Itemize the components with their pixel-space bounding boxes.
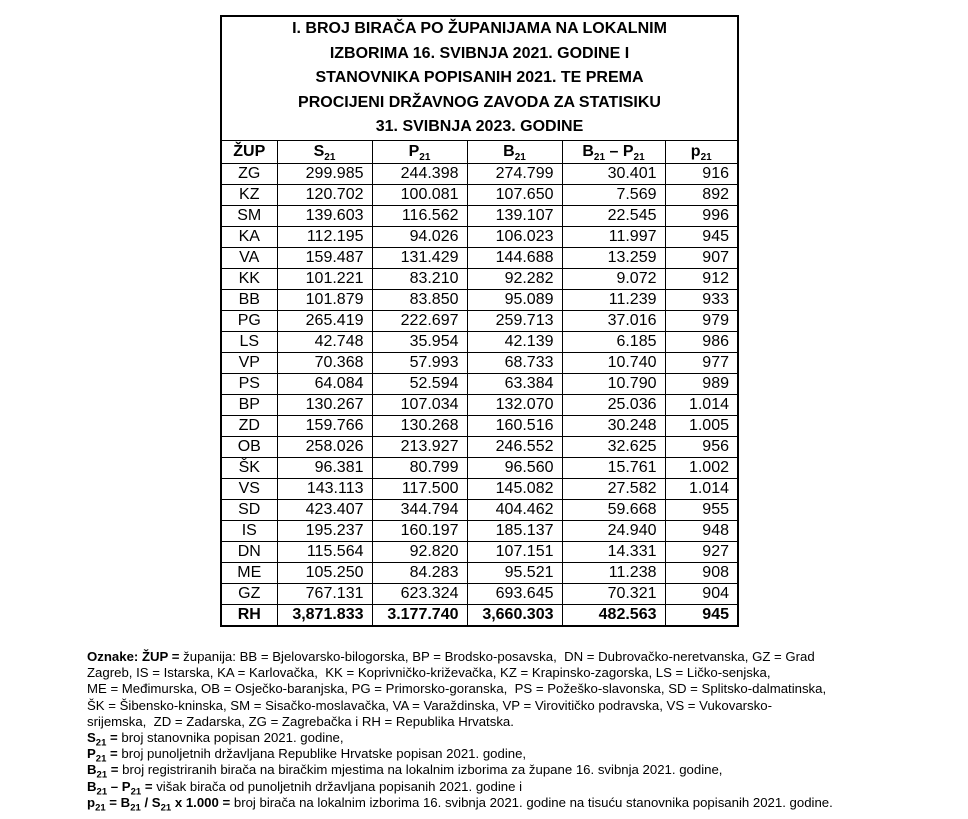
- value-cell: 32.625: [562, 437, 665, 458]
- county-code-cell: VS: [221, 479, 277, 500]
- title-row: [221, 16, 738, 141]
- county-code-cell: KZ: [221, 185, 277, 206]
- value-cell: 185.137: [467, 521, 562, 542]
- value-cell: 35.954: [372, 332, 467, 353]
- value-cell: 70.368: [277, 353, 372, 374]
- subscript-text: 21: [324, 152, 336, 164]
- value-cell: 916: [665, 164, 738, 185]
- county-code-cell: KK: [221, 269, 277, 290]
- value-cell: 986: [665, 332, 738, 353]
- value-cell: 10.790: [562, 374, 665, 395]
- footnote-line: [87, 649, 887, 665]
- value-cell: 693.645: [467, 584, 562, 605]
- value-cell: 482.563: [562, 605, 665, 627]
- value-cell: 57.993: [372, 353, 467, 374]
- value-cell: 892: [665, 185, 738, 206]
- value-cell: 95.521: [467, 563, 562, 584]
- table-row: [221, 164, 738, 185]
- value-cell: 908: [665, 563, 738, 584]
- table-row: [221, 542, 738, 563]
- value-cell: 15.761: [562, 458, 665, 479]
- table-row: [221, 563, 738, 584]
- value-cell: 117.500: [372, 479, 467, 500]
- value-cell: 945: [665, 227, 738, 248]
- value-cell: 13.259: [562, 248, 665, 269]
- value-cell: 767.131: [277, 584, 372, 605]
- county-code-cell: PS: [221, 374, 277, 395]
- table-row: [221, 521, 738, 542]
- value-cell: 912: [665, 269, 738, 290]
- value-cell: 52.594: [372, 374, 467, 395]
- value-cell: 139.107: [467, 206, 562, 227]
- value-cell: 244.398: [372, 164, 467, 185]
- county-code-cell: PG: [221, 311, 277, 332]
- value-cell: 956: [665, 437, 738, 458]
- text-segment: B: [87, 762, 97, 778]
- county-code-cell: OB: [221, 437, 277, 458]
- county-code-cell: KA: [221, 227, 277, 248]
- value-cell: 10.740: [562, 353, 665, 374]
- value-cell: 274.799: [467, 164, 562, 185]
- text-segment: višak birača od punoljetnih državljana popisanih 2021. godine i: [156, 778, 523, 794]
- value-cell: 6.185: [562, 332, 665, 353]
- value-cell: 107.650: [467, 185, 562, 206]
- value-cell: 101.879: [277, 290, 372, 311]
- text-segment: broj birača na lokalnim izborima 16. svibnja 2021. godine na tisuću stanovnika popisanih 2021. godine.: [233, 794, 833, 810]
- value-cell: 3.177.740: [372, 605, 467, 627]
- value-cell: 59.668: [562, 500, 665, 521]
- value-cell: 130.267: [277, 395, 372, 416]
- value-cell: 42.139: [467, 332, 562, 353]
- value-cell: 105.250: [277, 563, 372, 584]
- text-segment: p: [690, 143, 701, 160]
- column-header: [277, 141, 372, 164]
- footnote-line: [87, 681, 887, 697]
- text-segment: Zagreb, IS = Istarska, KA = Karlovačka, KK = Koprivničko-križevačka, KZ = Krapinsko-zagorska, LS = Ličko-senjska,: [87, 665, 771, 681]
- footnote-line: [87, 665, 887, 681]
- table-row: [221, 416, 738, 437]
- text-segment: =: [107, 762, 123, 778]
- county-code-cell: VA: [221, 248, 277, 269]
- table-row: [221, 584, 738, 605]
- value-cell: 7.569: [562, 185, 665, 206]
- value-cell: 996: [665, 206, 738, 227]
- value-cell: 101.221: [277, 269, 372, 290]
- county-code-cell: GZ: [221, 584, 277, 605]
- value-cell: 95.089: [467, 290, 562, 311]
- value-cell: 116.562: [372, 206, 467, 227]
- title-line: PROCIJENI DRŽAVNOG ZAVODA ZA STATISIKU: [298, 93, 661, 111]
- text-segment: S: [87, 730, 96, 746]
- value-cell: 130.268: [372, 416, 467, 437]
- subscript-text: 21: [700, 152, 712, 164]
- county-code-cell: RH: [221, 605, 277, 627]
- text-segment: = B: [105, 794, 131, 810]
- table-row: [221, 269, 738, 290]
- column-header: [372, 141, 467, 164]
- table-row: [221, 458, 738, 479]
- value-cell: 3,660.303: [467, 605, 562, 627]
- text-segment: srijemska, ZD = Zadarska, ZG = Zagrebačka i RH = Republika Hrvatska.: [87, 713, 514, 729]
- value-cell: 22.545: [562, 206, 665, 227]
- column-header: [665, 141, 738, 164]
- value-cell: 64.084: [277, 374, 372, 395]
- value-cell: 258.026: [277, 437, 372, 458]
- value-cell: 24.940: [562, 521, 665, 542]
- subscript-text: 21: [593, 152, 606, 164]
- county-code-cell: ME: [221, 563, 277, 584]
- value-cell: 63.384: [467, 374, 562, 395]
- text-segment: ME = Međimurska, OB = Osječko-baranjska, PG = Primorsko-goranska, PS = Požeško-slavonska, SD = Splitsko-dalmatinska,: [87, 681, 827, 697]
- value-cell: 25.036: [562, 395, 665, 416]
- value-cell: 83.210: [372, 269, 467, 290]
- value-cell: 94.026: [372, 227, 467, 248]
- table-row: [221, 185, 738, 206]
- value-cell: 159.487: [277, 248, 372, 269]
- subscript-text: 21: [95, 753, 107, 765]
- footnote-line: [87, 730, 887, 749]
- value-cell: 83.850: [372, 290, 467, 311]
- value-cell: 11.238: [562, 563, 665, 584]
- text-segment: broj stanovnika popisan 2021. godine,: [121, 730, 344, 746]
- county-code-cell: SM: [221, 206, 277, 227]
- value-cell: 3,871.833: [277, 605, 372, 627]
- text-segment: x 1.000 =: [171, 794, 234, 810]
- text-segment: P: [622, 143, 634, 160]
- value-cell: 246.552: [467, 437, 562, 458]
- value-cell: 213.927: [372, 437, 467, 458]
- value-cell: 100.081: [372, 185, 467, 206]
- title-line: 31. SVIBNJA 2023. GODINE: [375, 118, 584, 136]
- value-cell: 1.005: [665, 416, 738, 437]
- footnotes-block: [87, 649, 887, 814]
- value-cell: 112.195: [277, 227, 372, 248]
- county-code-cell: ZD: [221, 416, 277, 437]
- value-cell: 299.985: [277, 164, 372, 185]
- footnote-line: [87, 698, 887, 714]
- value-cell: 131.429: [372, 248, 467, 269]
- value-cell: 70.321: [562, 584, 665, 605]
- text-segment: Oznake: ŽUP =: [87, 649, 184, 664]
- footnote-line: [87, 762, 887, 782]
- value-cell: 259.713: [467, 311, 562, 332]
- text-segment: B: [503, 143, 515, 160]
- value-cell: 159.766: [277, 416, 372, 437]
- value-cell: 1.014: [665, 479, 738, 500]
- subscript-text: 21: [96, 786, 108, 798]
- text-segment: ŽUP: [233, 143, 266, 160]
- value-cell: 120.702: [277, 185, 372, 206]
- column-header: [562, 141, 665, 164]
- value-cell: 96.560: [467, 458, 562, 479]
- county-code-cell: BP: [221, 395, 277, 416]
- subscript-text: 21: [95, 802, 106, 814]
- value-cell: 96.381: [277, 458, 372, 479]
- value-cell: 11.997: [562, 227, 665, 248]
- county-code-cell: DN: [221, 542, 277, 563]
- text-segment: broj punoljetnih državljana Republike Hrvatske popisan 2021. godine,: [121, 746, 527, 762]
- value-cell: 42.748: [277, 332, 372, 353]
- text-segment: – P: [107, 778, 131, 794]
- county-code-cell: LS: [221, 332, 277, 353]
- footnote-line: [87, 794, 887, 814]
- value-cell: 68.733: [467, 353, 562, 374]
- value-cell: 80.799: [372, 458, 467, 479]
- footnote-line: [87, 746, 887, 765]
- text-segment: =: [106, 730, 122, 746]
- value-cell: 27.582: [562, 479, 665, 500]
- value-cell: 145.082: [467, 479, 562, 500]
- subscript-text: 21: [95, 737, 107, 749]
- value-cell: 139.603: [277, 206, 372, 227]
- table-row: [221, 500, 738, 521]
- subscript-text: 21: [160, 802, 172, 814]
- table-row: [221, 479, 738, 500]
- county-code-cell: SD: [221, 500, 277, 521]
- value-cell: 14.331: [562, 542, 665, 563]
- value-cell: 107.151: [467, 542, 562, 563]
- value-cell: 945: [665, 605, 738, 627]
- header-row: [221, 141, 738, 164]
- footnote-line: [87, 714, 887, 730]
- value-cell: 11.239: [562, 290, 665, 311]
- footnote-line: [87, 778, 887, 798]
- table-row: [221, 206, 738, 227]
- value-cell: 1.002: [665, 458, 738, 479]
- value-cell: 948: [665, 521, 738, 542]
- value-cell: 933: [665, 290, 738, 311]
- text-segment: broj registriranih birača na biračkim mjestima na lokalnim izborima za župane 16. svibnja 2021. godine,: [122, 762, 723, 778]
- value-cell: 904: [665, 584, 738, 605]
- value-cell: 1.014: [665, 395, 738, 416]
- value-cell: 37.016: [562, 311, 665, 332]
- county-code-cell: ŠK: [221, 458, 277, 479]
- value-cell: 106.023: [467, 227, 562, 248]
- value-cell: 404.462: [467, 500, 562, 521]
- title-line: I. BROJ BIRAČA PO ŽUPANIJAMA NA LOKALNIM: [292, 20, 667, 38]
- value-cell: 222.697: [372, 311, 467, 332]
- value-cell: 144.688: [467, 248, 562, 269]
- value-cell: 92.820: [372, 542, 467, 563]
- table-row: [221, 395, 738, 416]
- value-cell: 623.324: [372, 584, 467, 605]
- text-segment: / S: [140, 794, 161, 810]
- table-row: [221, 374, 738, 395]
- table-row: [221, 290, 738, 311]
- table-row: [221, 437, 738, 458]
- text-segment: =: [141, 778, 157, 794]
- county-code-cell: BB: [221, 290, 277, 311]
- text-segment: P: [408, 143, 420, 160]
- subscript-text: 21: [419, 152, 431, 164]
- value-cell: 423.407: [277, 500, 372, 521]
- value-cell: 132.070: [467, 395, 562, 416]
- value-cell: 955: [665, 500, 738, 521]
- table-row: [221, 248, 738, 269]
- value-cell: 115.564: [277, 542, 372, 563]
- table-row: [221, 332, 738, 353]
- text-segment: P: [87, 746, 96, 762]
- value-cell: 160.516: [467, 416, 562, 437]
- value-cell: 989: [665, 374, 738, 395]
- value-cell: 927: [665, 542, 738, 563]
- value-cell: 143.113: [277, 479, 372, 500]
- column-header: [467, 141, 562, 164]
- subscript-text: 21: [514, 152, 526, 164]
- table-title: [221, 16, 738, 141]
- value-cell: 9.072: [562, 269, 665, 290]
- subscript-text: 21: [130, 786, 142, 798]
- text-segment: ŠK = Šibensko-kninska, SM = Sisačko-moslavačka, VA = Varaždinska, VP = Virovitičko podravska, VS = Vukovarsko-: [87, 697, 772, 713]
- total-row: [221, 605, 738, 627]
- value-cell: 30.248: [562, 416, 665, 437]
- subscript-text: 21: [130, 802, 141, 814]
- value-cell: 84.283: [372, 563, 467, 584]
- value-cell: 107.034: [372, 395, 467, 416]
- text-segment: B: [582, 143, 594, 160]
- county-code-cell: ZG: [221, 164, 277, 185]
- value-cell: 977: [665, 353, 738, 374]
- text-segment: S: [313, 143, 325, 160]
- value-cell: 160.197: [372, 521, 467, 542]
- text-segment: p: [87, 794, 96, 810]
- title-line: STANOVNIKA POPISANIH 2021. TE PREMA: [315, 69, 644, 87]
- county-code-cell: VP: [221, 353, 277, 374]
- value-cell: 30.401: [562, 164, 665, 185]
- county-code-cell: IS: [221, 521, 277, 542]
- table-row: [221, 353, 738, 374]
- voters-by-county-table: [220, 15, 739, 627]
- value-cell: 907: [665, 248, 738, 269]
- value-cell: 92.282: [467, 269, 562, 290]
- subscript-text: 21: [633, 152, 645, 164]
- text-segment: –: [605, 143, 623, 160]
- value-cell: 195.237: [277, 521, 372, 542]
- title-line: IZBORIMA 16. SVIBNJA 2021. GODINE I: [329, 44, 630, 62]
- table-row: [221, 227, 738, 248]
- column-header: [221, 141, 277, 164]
- table-row: [221, 311, 738, 332]
- text-segment: županija: BB = Bjelovarsko-bilogorska, BP = Brodsko-posavska, DN = Dubrovačko-neretvanska, GZ = Grad: [183, 649, 815, 664]
- text-segment: =: [106, 746, 122, 762]
- value-cell: 344.794: [372, 500, 467, 521]
- value-cell: 265.419: [277, 311, 372, 332]
- text-segment: B: [87, 778, 97, 794]
- value-cell: 979: [665, 311, 738, 332]
- subscript-text: 21: [96, 770, 108, 782]
